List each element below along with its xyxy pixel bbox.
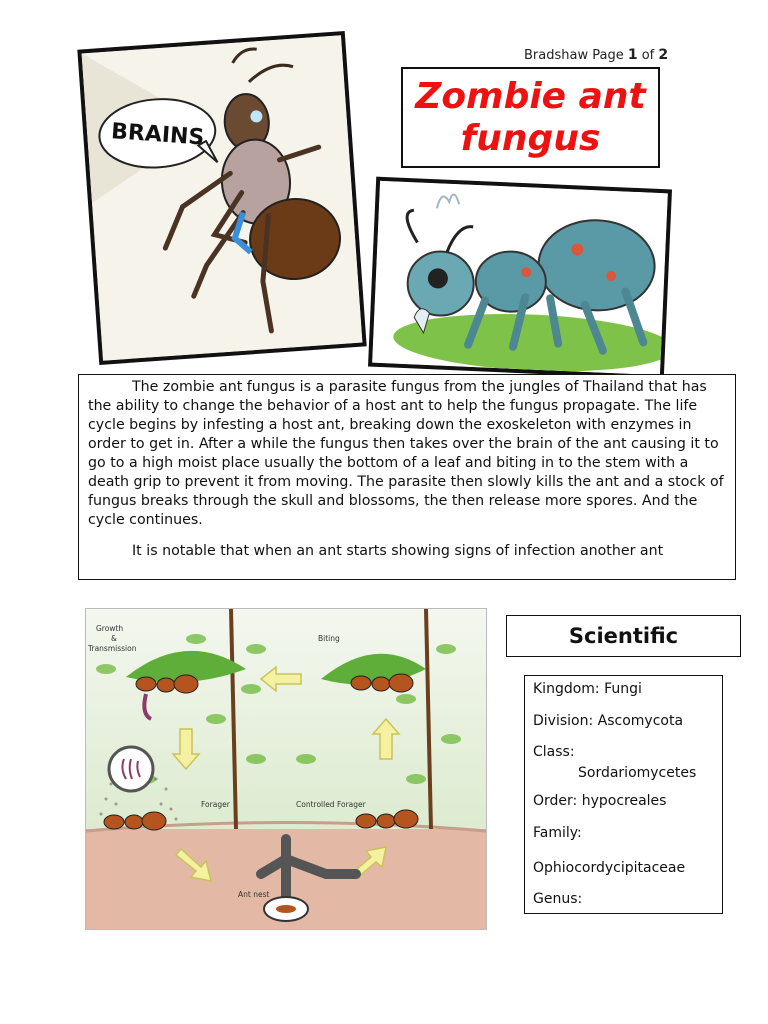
scientific-heading: Scientific (568, 624, 679, 648)
header-of: of (637, 48, 659, 63)
page-title: Zombie ant fungus (415, 75, 646, 159)
page-total: 2 (658, 47, 669, 63)
class-value-line: Sordariomycetes (578, 765, 697, 781)
description-text-box (78, 374, 736, 580)
class-label-line: Class: (533, 744, 575, 760)
family-label-line: Family: (533, 824, 582, 841)
title-box (401, 67, 660, 168)
comic-illustration (82, 35, 363, 360)
life-cycle-diagram (85, 608, 487, 930)
zombie-ant-comic-image (77, 31, 366, 365)
cartoon-illustration (372, 181, 668, 375)
cartoon-zombie-ant-image (368, 177, 672, 380)
description-paragraph-2: It is notable that when an ant starts showing signs of infection another ant (132, 543, 664, 559)
life-cycle-illustration (86, 609, 486, 929)
scientific-heading-box (506, 615, 741, 657)
growth-label-3: Transmission (88, 644, 137, 653)
controlled-forager-label: Controlled Forager (296, 800, 366, 809)
ant-nest-label: Ant nest (238, 890, 270, 899)
forager-label: Forager (201, 800, 230, 809)
description-paragraph-1: The zombie ant fungus is a parasite fungus from the jungles of Thailand that has the ability to change the behavior of a host ant to help the fungus propagate. The life cycle begins by infesting a host ant, breaking down the exoskeleton with enzymes in order to get in. After a while the fungus then takes over the brain of the ant causing it to go to a high moist place usually the bottom of a leaf and biting in to the stem with a death grip to prevent it from moving. The parasite then slowly kills the ant and a stock of fungus breaks through the skull and blossoms, the then release more spores. And the cycle continues. (88, 379, 724, 528)
speech-bubble-text: BRAINS (110, 119, 205, 151)
page-header (524, 47, 668, 63)
header-prefix: Bradshaw Page (524, 48, 628, 63)
order-line: Order: hypocreales (533, 793, 667, 809)
page-number: 1 (627, 47, 638, 63)
kingdom-line: Kingdom: Fungi (533, 681, 642, 697)
division-line: Division: Ascomycota (533, 712, 684, 729)
growth-label-2: & (111, 634, 117, 643)
growth-label-1: Growth (96, 624, 124, 633)
taxonomy-box (524, 675, 723, 914)
genus-line: Genus: (533, 891, 583, 907)
biting-label: Biting (318, 634, 340, 643)
family-value-line: Ophiocordycipitaceae (533, 859, 686, 876)
